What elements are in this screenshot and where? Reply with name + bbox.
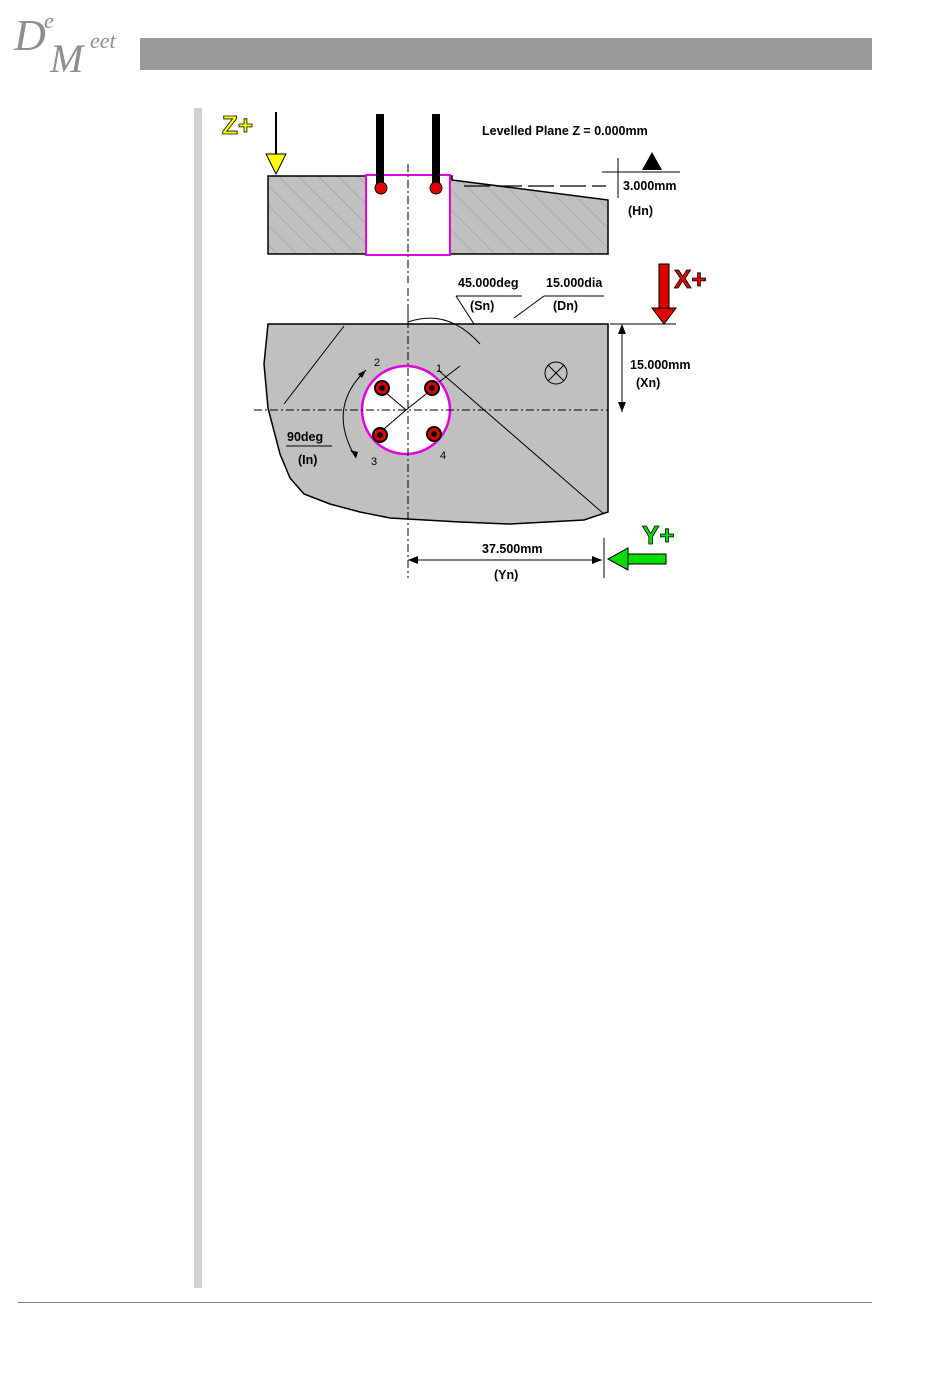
footer-rule xyxy=(18,1302,872,1303)
probe-stylus-left xyxy=(376,114,384,186)
x-offset-value: 15.000mm xyxy=(630,358,691,372)
point-label-3: 3 xyxy=(371,456,378,468)
z-axis-label: Z+ xyxy=(222,110,254,140)
logo-letter-e: e xyxy=(44,8,54,33)
y-offset-param: (Yn) xyxy=(494,568,519,582)
y-offset-value: 37.500mm xyxy=(482,542,543,556)
start-angle-value: 45.000deg xyxy=(458,276,519,290)
logo-letters-eet: eet xyxy=(90,28,116,53)
diameter-param: (Dn) xyxy=(553,299,578,313)
x-axis-label: X+ xyxy=(674,264,707,294)
start-angle-param: (Sn) xyxy=(470,299,495,313)
diameter-value: 15.000dia xyxy=(546,276,603,290)
probing-diagram xyxy=(210,108,750,588)
probe-tip-left xyxy=(375,182,387,194)
side-view xyxy=(222,110,680,283)
side-margin-rule xyxy=(194,108,202,1288)
z-axis-arrow xyxy=(222,110,286,174)
depth-param: (Hn) xyxy=(628,204,653,218)
levelled-plane-label: Levelled Plane Z = 0.000mm xyxy=(482,124,648,138)
y-axis-label: Y+ xyxy=(642,520,675,550)
probe-tip-right xyxy=(430,182,442,194)
point-label-2: 2 xyxy=(374,357,381,369)
x-offset-param: (Xn) xyxy=(636,376,661,390)
increment-param: (In) xyxy=(298,453,318,467)
x-axis-arrow xyxy=(652,264,707,324)
demeet-logo xyxy=(10,6,140,76)
levelled-plane-marker xyxy=(642,152,662,170)
point-label-1: 1 xyxy=(436,363,443,375)
increment-value: 90deg xyxy=(287,430,324,444)
y-axis-arrow xyxy=(608,520,675,570)
header-bar xyxy=(140,38,872,70)
logo-letter-m: M xyxy=(50,36,84,76)
plan-view xyxy=(254,264,707,582)
probe-stylus-right xyxy=(432,114,440,186)
depth-value: 3.000mm xyxy=(623,179,677,193)
point-label-4: 4 xyxy=(440,450,447,462)
logo-letter-d: D xyxy=(14,11,46,60)
